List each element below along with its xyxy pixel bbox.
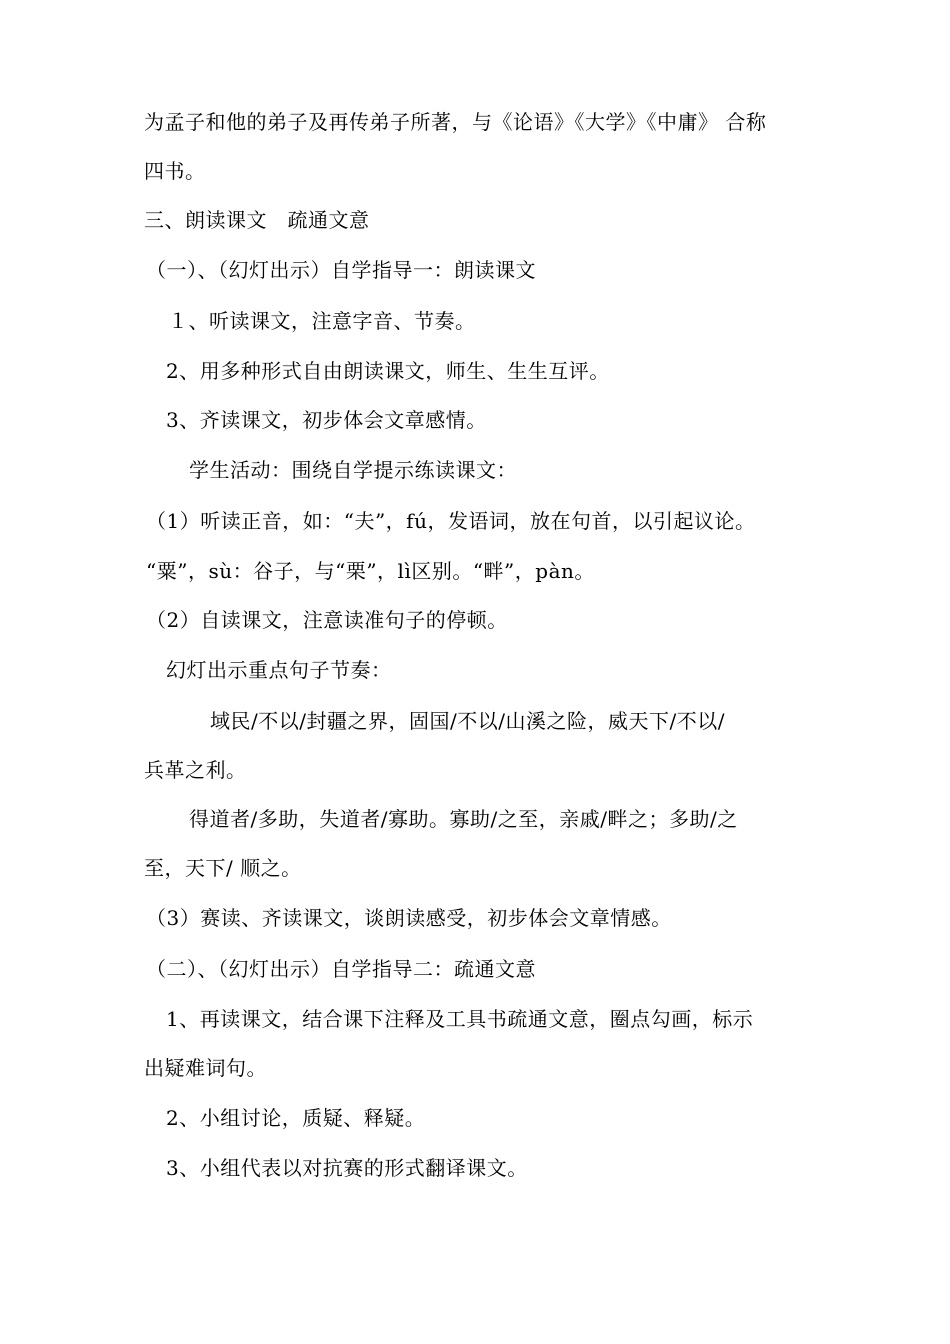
text-line: 3、小组代表以对抗赛的形式翻译课文。 bbox=[166, 1156, 528, 1180]
text-line: 2、小组讨论，质疑、释疑。 bbox=[166, 1106, 426, 1130]
text-line: 域民/不以/封疆之界，固国/不以/山溪之险，威天下/不以/ bbox=[210, 709, 725, 733]
text-line: 幻灯出示重点句子节奏： bbox=[166, 658, 392, 682]
text-line: 兵革之利。 bbox=[144, 758, 247, 782]
section-heading: 三、朗读课文 疏通文意 bbox=[144, 208, 370, 232]
text-line: “粟”，sù：谷子，与“栗”，lì区别。“畔”，pàn。 bbox=[146, 559, 595, 583]
subsection-heading: （一）、（幻灯出示）自学指导一：朗读课文 bbox=[146, 258, 536, 282]
text-line: 1、再读课文，结合课下注释及工具书疏通文意，圈点勾画，标示 bbox=[166, 1007, 754, 1031]
subsection-heading: （二）、（幻灯出示）自学指导二：疏通文意 bbox=[146, 957, 536, 981]
text-line: 出疑难词句。 bbox=[144, 1056, 267, 1080]
text-line: （1）听读正音，如：“夫”，fú，发语词，放在句首，以引起议论。 bbox=[146, 509, 756, 533]
text-line: 2、用多种形式自由朗读课文，师生、生生互评。 bbox=[166, 359, 610, 383]
text-line: 四书。 bbox=[144, 159, 206, 183]
text-line: 学生活动：围绕自学提示练读课文： bbox=[189, 458, 517, 482]
text-line: （3）赛读、齐读课文，谈朗读感受，初步体会文章情感。 bbox=[146, 906, 672, 930]
text-line: 至，天下/ 顺之。 bbox=[144, 856, 302, 880]
text-line: 为孟子和他的弟子及再传弟子所著，与《论语》《大学》《中庸》 合称 bbox=[144, 110, 767, 134]
text-line: （2）自读课文，注意读准句子的停顿。 bbox=[146, 608, 508, 632]
text-line: 3、齐读课文，初步体会文章感情。 bbox=[166, 408, 487, 432]
text-line: 得道者/多助，失道者/寡助。寡助/之至，亲戚/畔之；多助/之 bbox=[189, 807, 738, 831]
text-line: １、听读课文，注意字音、节奏。 bbox=[168, 309, 476, 333]
